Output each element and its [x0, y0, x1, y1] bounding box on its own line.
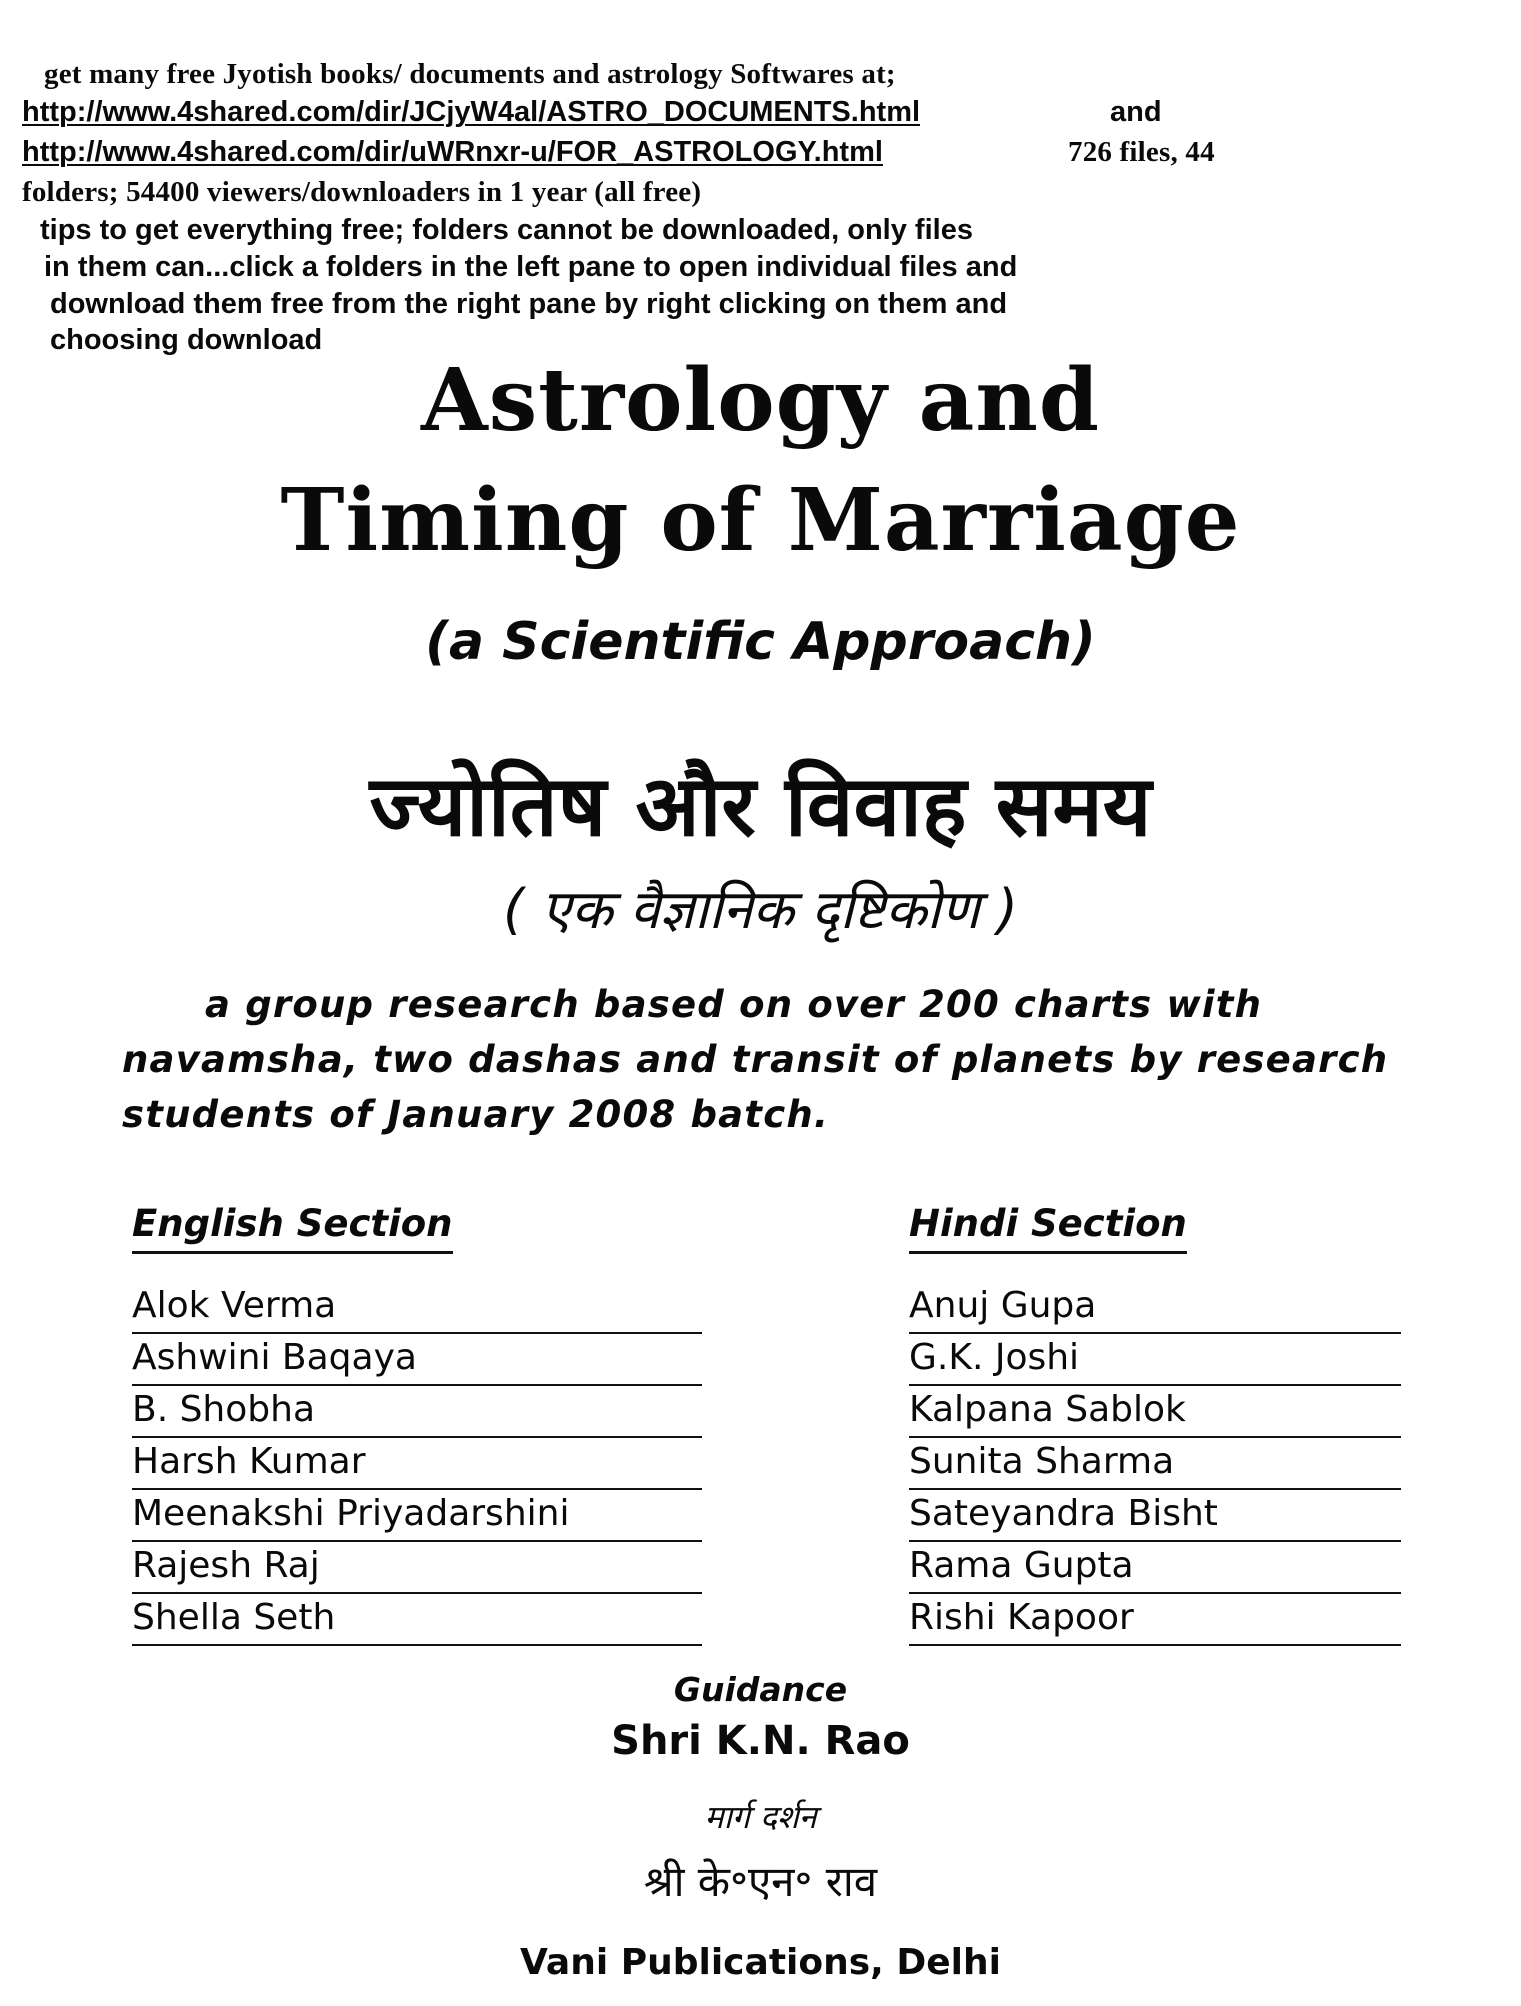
notice-line-1: get many free Jyotish books/ documents and astrology Softwares at; [44, 58, 896, 90]
notice-stats-b: folders; 54400 viewers/downloaders in 1 year (all free) [22, 176, 702, 208]
list-item: Rishi Kapoor [909, 1594, 1401, 1646]
astro-documents-link[interactable]: http://www.4shared.com/dir/JCjyW4al/ASTRO_DOCUMENTS.html [22, 96, 921, 128]
book-subtitle: (a Scientific Approach) [425, 612, 1096, 672]
hindi-section [909, 1202, 1187, 1254]
description-line-1: a group research based on over 200 charts with [205, 983, 1263, 1026]
publisher: Vani Publications, Delhi [520, 1942, 1001, 1983]
english-section-names [132, 1282, 702, 1646]
notice-tip-1: tips to get everything free; folders cannot be downloaded, only files [40, 214, 973, 246]
list-item: Meenakshi Priyadarshini [132, 1490, 702, 1542]
for-astrology-link[interactable]: http://www.4shared.com/dir/uWRnxr-u/FOR_ASTROLOGY.html [22, 136, 883, 168]
notice-tip-3: download them free from the right pane by right clicking on them and [50, 288, 1008, 320]
list-item: Anuj Gupa [909, 1282, 1401, 1334]
description-line-3: students of January 2008 batch. [122, 1093, 830, 1136]
list-item: Sunita Sharma [909, 1438, 1401, 1490]
hindi-section-names [909, 1282, 1401, 1646]
hindi-section-heading: Hindi Section [909, 1202, 1187, 1254]
list-item: B. Shobha [132, 1386, 702, 1438]
hindi-book-title: ज्योतिष और विवाह समय [369, 757, 1152, 855]
list-item: Rajesh Raj [132, 1542, 702, 1594]
book-title-line-1: Astrology and [421, 350, 1100, 451]
english-section [132, 1202, 453, 1254]
list-item: Kalpana Sablok [909, 1386, 1401, 1438]
list-item: Sateyandra Bisht [909, 1490, 1401, 1542]
description-line-2: navamsha, two dashas and transit of planets by research [122, 1038, 1389, 1081]
guidance-name: Shri K.N. Rao [611, 1718, 910, 1764]
notice-stats-a: 726 files, 44 [1068, 136, 1215, 168]
list-item: Alok Verma [132, 1282, 702, 1334]
notice-tip-4: choosing download [50, 324, 323, 356]
list-item: Harsh Kumar [132, 1438, 702, 1490]
english-section-heading: English Section [132, 1202, 453, 1254]
book-title-line-2: Timing of Marriage [280, 470, 1241, 571]
list-item: Shella Seth [132, 1594, 702, 1646]
guidance-hindi-label: मार्ग दर्शन [704, 1798, 817, 1836]
notice-and-text: and [1110, 96, 1162, 128]
list-item: Rama Gupta [909, 1542, 1401, 1594]
guidance-hindi-name: श्री के॰एन॰ राव [643, 1857, 878, 1906]
hindi-book-subtitle: ( एक वैज्ञानिक दृष्टिकोण ) [503, 878, 1018, 941]
guidance-label: Guidance [673, 1670, 848, 1709]
list-item: G.K. Joshi [909, 1334, 1401, 1386]
notice-tip-2: in them can...click a folders in the left pane to open individual files and [44, 251, 1018, 283]
list-item: Ashwini Baqaya [132, 1334, 702, 1386]
